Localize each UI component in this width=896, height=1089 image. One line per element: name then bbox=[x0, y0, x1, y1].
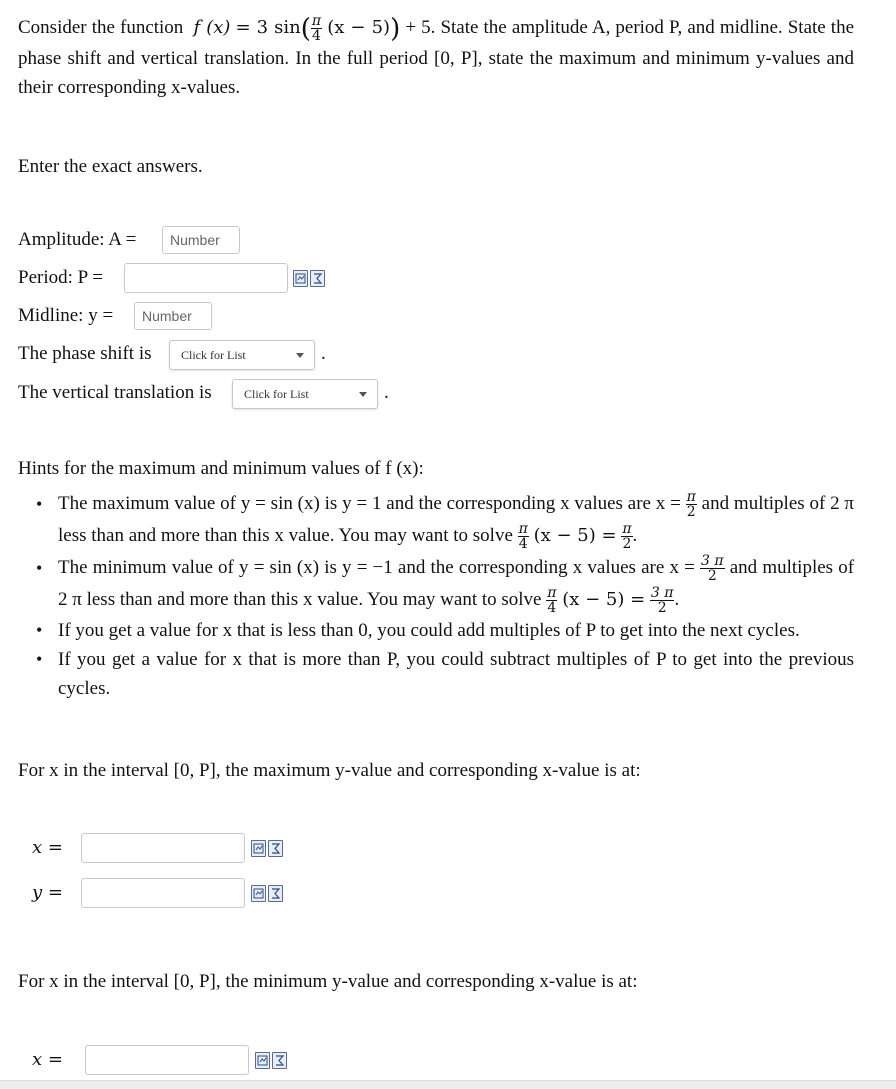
amplitude-label: Amplitude: A = bbox=[18, 229, 137, 250]
min-x-input[interactable] bbox=[85, 1045, 249, 1075]
hint-minimum: • The minimum value of y = sin (x) is y = −1 and the corresponding x values are x = $\frac{3 \pi}{2}$ and multiples of 2 π less than and more than this x value. You may want to solve $\frac{\pi}{4}$ (x − 5) = $\frac{3 \pi}{2}$ . bbox=[18, 552, 854, 616]
question-text: Consider the function f (x) = 3 sin( $\frac{\pi}{4}$ (x − 5)) + 5. State the amplitude A, period P, and midline. State the phase shift and vertical translation. In the full period [0, P], state the maximum and minimum y-values and their corresponding x-values. bbox=[18, 13, 855, 98]
pi-over-4: $\frac{\pi}{4}$ bbox=[311, 13, 322, 45]
max-x-label: x = bbox=[32, 837, 63, 858]
hint-less-than-zero: • If you get a value for x that is less than 0, you could add multiples of P to get into the next cycles. bbox=[18, 616, 854, 645]
vertical-translation-select[interactable] bbox=[232, 379, 378, 409]
midline-label: Midline: y = bbox=[18, 305, 114, 326]
phase-shift-period: . bbox=[321, 343, 326, 364]
chevron-down-icon bbox=[296, 353, 304, 358]
equation-editor-icon[interactable] bbox=[310, 270, 325, 287]
function-equals: = 3 sin bbox=[235, 17, 301, 38]
equation-editor-icon[interactable] bbox=[268, 885, 283, 902]
phase-shift-label: The phase shift is bbox=[18, 343, 152, 364]
function-name: f (x) bbox=[193, 17, 231, 38]
phase-shift-select[interactable] bbox=[169, 340, 315, 370]
vertical-translation-select-text: Click for List bbox=[244, 387, 309, 401]
hints-list bbox=[18, 488, 854, 703]
function-inner: (x − 5) bbox=[327, 17, 391, 38]
question-body: + 5. State the amplitude A, period P, and midline. State the phase shift and vertical translation. In the full period [0, P], state the maximum and minimum y-values and their corresponding x-values. bbox=[18, 17, 855, 98]
midline-input[interactable] bbox=[134, 302, 212, 330]
equation-preview-icon[interactable] bbox=[251, 840, 266, 857]
equation-editor-icon[interactable] bbox=[268, 840, 283, 857]
equation-editor-icon[interactable] bbox=[272, 1052, 287, 1069]
max-prompt: For x in the interval [0, P], the maximum y-value and corresponding x-value is at: bbox=[18, 760, 641, 781]
chevron-down-icon bbox=[359, 392, 367, 397]
instruction: Enter the exact answers. bbox=[18, 156, 203, 177]
hint-more-than-period: • If you get a value for x that is more than P, you could subtract multiples of P to get into the previous cycles. bbox=[18, 645, 854, 703]
max-y-input[interactable] bbox=[81, 878, 245, 908]
equation-preview-icon[interactable] bbox=[293, 270, 308, 287]
vertical-translation-period: . bbox=[384, 382, 389, 403]
phase-shift-select-text: Click for List bbox=[181, 348, 246, 362]
equation-preview-icon[interactable] bbox=[255, 1052, 270, 1069]
min-prompt: For x in the interval [0, P], the minimum y-value and corresponding x-value is at: bbox=[18, 971, 638, 992]
vertical-translation-label: The vertical translation is bbox=[18, 382, 212, 403]
max-x-input[interactable] bbox=[81, 833, 245, 863]
hint-maximum: • The maximum value of y = sin (x) is y = 1 and the corresponding x values are x = $\frac{\pi}{2}$ and multiples of 2 π less than and more than this x value. You may want to solve $\frac{\pi}{4}$ (x − 5) = $\frac{\pi}{2}$ . bbox=[18, 488, 854, 552]
amplitude-input[interactable] bbox=[162, 226, 240, 254]
hints-title: Hints for the maximum and minimum values of f (x): bbox=[18, 458, 424, 479]
period-label: Period: P = bbox=[18, 267, 103, 288]
equation-preview-icon[interactable] bbox=[251, 885, 266, 902]
period-input[interactable] bbox=[124, 263, 288, 293]
question-intro: Consider the function bbox=[18, 17, 184, 38]
min-x-label: x = bbox=[32, 1049, 63, 1070]
max-y-label: y = bbox=[32, 882, 63, 903]
